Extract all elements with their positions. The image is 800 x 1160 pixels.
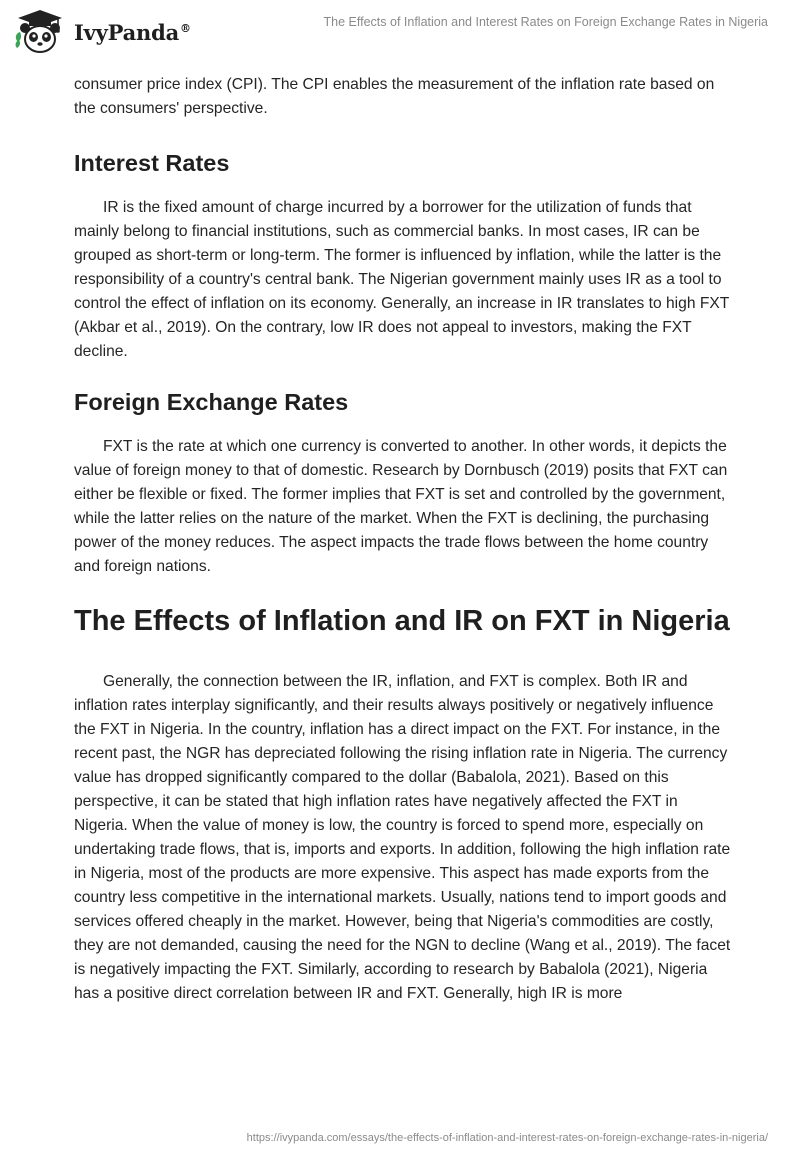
foreign-exchange-rates-paragraph: FXT is the rate at which one currency is converted to another. In other words, it depicts the value of foreign money to that of domestic. Research by Dornbusch (2019) posits that FXT can either be flexible or fixed. The former implies that FXT is set and controlled by the government, while the latter relies on the nature of the market. When the FXT is declining, the purchasing power of the money reduces. The aspect impacts the trade flows between the home country and foreign nations. — [74, 438, 728, 575]
section-heading-effects: The Effects of Inflation and IR on FXT in Nigeria — [74, 605, 730, 637]
panda-graduate-logo-icon — [14, 8, 66, 56]
source-url[interactable]: https://ivypanda.com/essays/the-effects-of-inflation-and-interest-rates-on-foreign-exchange-rates-in-nigeria/ — [246, 1132, 768, 1144]
site-logo[interactable] — [14, 8, 191, 56]
section-heading-foreign-exchange-rates: Foreign Exchange Rates — [74, 389, 349, 415]
interest-rates-paragraph: IR is the fixed amount of charge incurred by a borrower for the utilization of funds that mainly belong to financial institutions, such as commercial banks. In most cases, IR can be grouped as short-term or long-term. The former is influenced by inflation, while the latter is the responsibility of a country's central bank. The Nigerian government mainly uses IR as a tool to control the effect of inflation on its economy. Generally, an increase in IR translates to high FXT (Akbar et al., 2019). On the contrary, low IR does not appeal to investors, making the FXT decline. — [74, 199, 729, 360]
section-heading-interest-rates: Interest Rates — [74, 150, 230, 176]
page-header — [0, 0, 800, 70]
intro-paragraph: consumer price index (CPI). The CPI enables the measurement of the inflation rate based on the consumers' perspective. — [74, 76, 715, 117]
logo-wordmark: IvyPanda® — [74, 19, 191, 45]
registered-mark: ® — [180, 21, 191, 35]
essay-content — [74, 73, 734, 1006]
document-title: The Effects of Inflation and Interest Rates on Foreign Exchange Rates in Nigeria — [323, 15, 768, 29]
effects-paragraph: Generally, the connection between the IR, inflation, and FXT is complex. Both IR and inflation rates interplay significantly, and their results always positively or negatively influence the FXT in Nigeria. In the country, inflation has a direct impact on the FXT. For instance, in the recent past, the NGR has depreciated following the rising inflation rate in Nigeria. The currency value has dropped significantly compared to the dollar (Babalola, 2021). Based on this perspective, it can be stated that high inflation rates have negatively affected the FXT in Nigeria. When the value of money is low, the country is forced to spend more, especially on undertaking trade flows, that is, imports and exports. In addition, following the high inflation rate in Nigeria, most of the products are more expensive. This aspect has made exports from the country less competitive in the international markets. Usually, nations tend to import goods and services offered cheaply in the market. However, being that Nigeria's commodities are costly, they are not demanded, causing the need for the NGN to decline (Wang et al., 2019). The facet is negatively impacting the FXT. Similarly, according to research by Babalola (2021), Nigeria has a positive direct correlation between IR and FXT. Generally, high IR is more — [74, 673, 731, 1002]
